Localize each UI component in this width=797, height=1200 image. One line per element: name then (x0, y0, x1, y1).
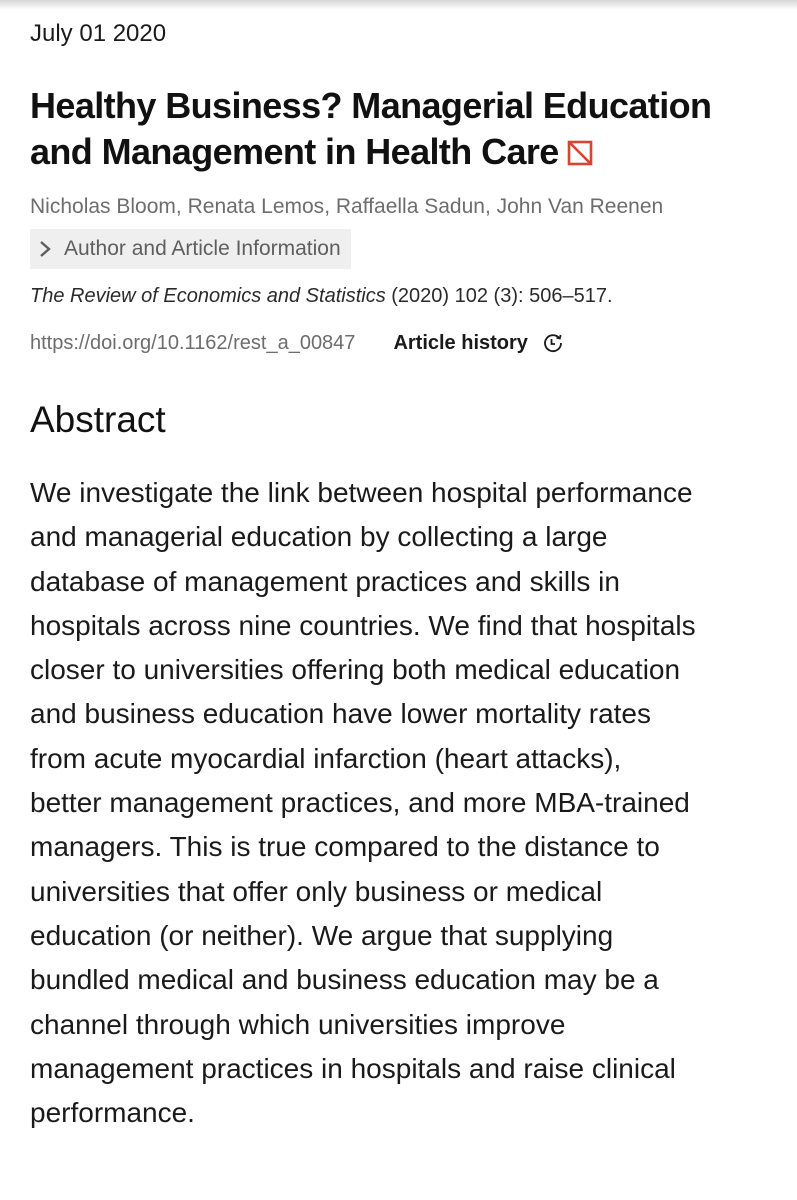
abstract-line: managers. This is true compared to the distance to (30, 831, 660, 863)
citation (30, 281, 770, 311)
abstract-line: and business education have lower mortality rates (30, 698, 652, 730)
article-history-label: Article history (393, 332, 528, 354)
doi-row (30, 328, 770, 358)
abstract-line: bundled medical and business education may be a (30, 964, 659, 996)
abstract-line: universities that offer only business or medical (30, 875, 603, 907)
citation-details: (2020) 102 (3): 506–517. (385, 285, 613, 307)
chevron-right-icon (38, 240, 52, 258)
author-separator: , (484, 195, 491, 218)
author-info-label: Author and Article Information (64, 237, 341, 260)
author-link[interactable]: Raffaella Sadun (335, 195, 485, 218)
author-link[interactable]: John Van Reenen (496, 195, 664, 218)
author-link[interactable]: Renata Lemos (187, 195, 325, 218)
abstract-text (30, 471, 775, 1135)
abstract-line: management practices in hospitals and raise clinical (30, 1052, 676, 1084)
author-info-toggle[interactable] (30, 229, 351, 269)
article-title-line-1: Healthy Business? Managerial Education (30, 85, 712, 126)
author-list (30, 192, 770, 222)
author-separator: , (175, 195, 182, 218)
history-icon (542, 332, 564, 354)
top-shadow (0, 0, 797, 10)
abstract-line: database of management practices and skills in (30, 565, 620, 597)
abstract-heading: Abstract (30, 399, 166, 440)
journal-name: The Review of Economics and Statistics (30, 285, 386, 307)
publication-date: July 01 2020 (30, 20, 167, 47)
article-history-button[interactable] (393, 328, 563, 358)
abstract-line: performance. (30, 1097, 195, 1129)
abstract-line: hospitals across nine countries. We find that hospitals (30, 609, 696, 641)
author-separator: , (324, 195, 331, 218)
abstract-line: better management practices, and more MBA-trained (30, 787, 690, 819)
author-link[interactable]: Nicholas Bloom (30, 195, 176, 218)
pdf-icon[interactable] (567, 131, 593, 157)
abstract-line: closer to universities offering both medical education (30, 654, 681, 686)
abstract-line: We investigate the link between hospital performance (30, 477, 693, 508)
doi-link[interactable]: https://doi.org/10.1162/rest_a_00847 (30, 332, 356, 354)
article-title-line-2: and Management in Health Care (30, 131, 559, 172)
abstract-line: education (or neither). We argue that supplying (30, 919, 614, 951)
article-page (30, 18, 770, 1135)
abstract-line: and managerial education by collecting a large (30, 521, 608, 553)
abstract-line: channel through which universities improve (30, 1008, 566, 1040)
abstract-line: from acute myocardial infarction (heart attacks), (30, 742, 622, 774)
article-title (30, 83, 770, 175)
